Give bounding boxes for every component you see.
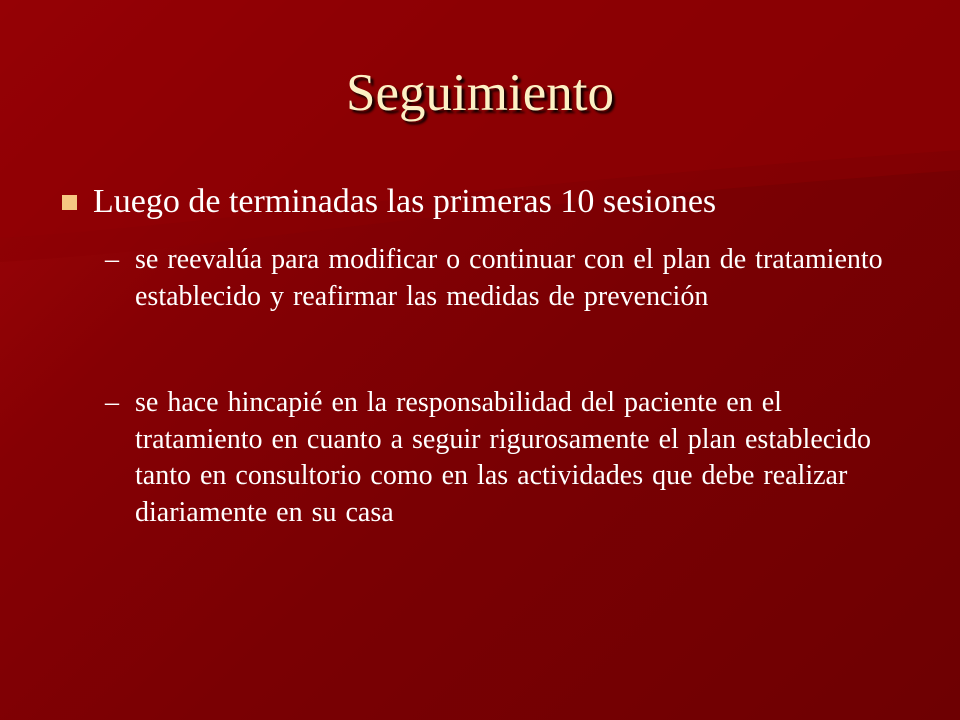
sub-bullet-1: [105, 242, 895, 315]
dash-bullet-icon: –: [105, 387, 119, 418]
main-bullet-text: Luego de terminadas las primeras 10 sesiones: [93, 183, 717, 220]
sub-bullet-text: se hace hincapié en la responsabilidad del paciente en el tratamiento en cuanto a seguir rigurosamente el plan establecido tanto en consultorio como en las actividades que debe realizar diariamente en su casa: [135, 387, 871, 528]
dash-bullet-icon: –: [105, 244, 119, 275]
slide-title: Seguimiento: [346, 64, 614, 122]
sub-bullet-2: [105, 385, 895, 531]
square-bullet-icon: [62, 195, 77, 210]
sub-bullet-text: se reevalúa para modificar o continuar con el plan de tratamiento establecido y reafirmar las medidas de prevención: [135, 244, 883, 312]
main-bullet: [62, 180, 922, 224]
